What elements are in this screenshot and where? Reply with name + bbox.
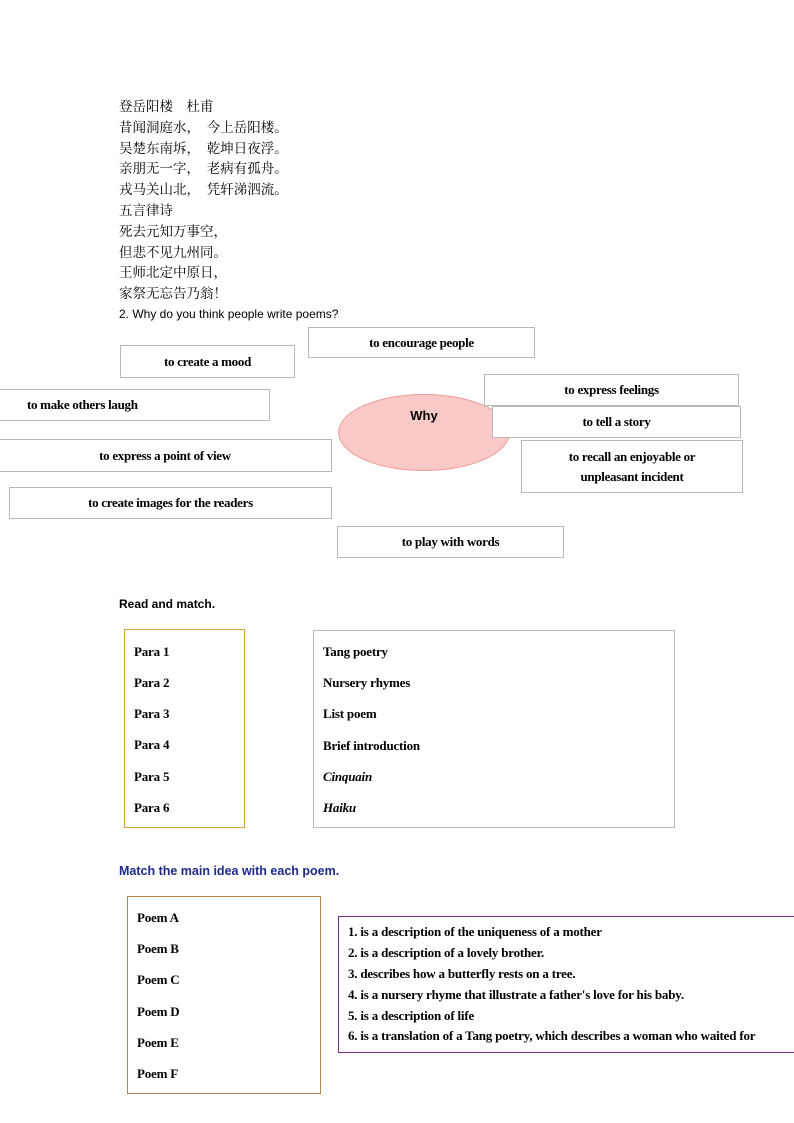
poem-item: Poem A: [137, 910, 179, 925]
main-idea-item: 4. is a nursery rhyme that illustrate a father's love for his baby.: [348, 987, 684, 1002]
poem-line: 五言律诗: [119, 202, 173, 219]
main-idea-heading: Match the main idea with each poem.: [119, 864, 340, 878]
poem-line: 但悲不见九州同。: [119, 244, 227, 261]
reason-encourage: to encourage people: [308, 327, 535, 358]
reason-mood: to create a mood: [120, 345, 295, 378]
reason-recall-line2: unpleasant incident: [580, 468, 684, 484]
poem-line: 家祭无忘告乃翁！: [119, 286, 227, 303]
poem-item: Poem C: [137, 972, 180, 987]
poem-item: Poem D: [137, 1004, 180, 1019]
question-2: 2. Why do you think people write poems?: [119, 307, 339, 321]
reason-feelings: to express feelings: [484, 374, 739, 406]
reason-words: to play with words: [337, 526, 564, 558]
poem-line: 王师北定中原日，: [119, 265, 227, 282]
main-idea-box: [338, 916, 794, 1053]
para-item: Para 4: [134, 737, 170, 752]
poem-list-box: [127, 896, 321, 1094]
para-item: Para 1: [134, 644, 170, 659]
reason-point-of-view: to express a point of view: [0, 439, 332, 472]
main-idea-item: 6. is a translation of a Tang poetry, which describes a woman who waited for: [348, 1028, 756, 1043]
para-list-box: [124, 629, 245, 828]
read-match-heading: Read and match.: [119, 597, 216, 611]
poem-line: 亲朋无一字， 老病有孤舟。: [119, 161, 288, 178]
reason-recall: [521, 440, 743, 493]
main-idea-item: 1. is a description of the uniqueness of a mother: [348, 924, 602, 939]
main-idea-item: 2. is a description of a lovely brother.: [348, 945, 545, 960]
poem-type-item: Cinquain: [323, 769, 372, 784]
why-label: Why: [410, 408, 438, 423]
poem-line: 登岳阳楼 杜甫: [119, 99, 214, 115]
poem-type-item: List poem: [323, 706, 377, 721]
poem-line: 死去元知万事空，: [119, 223, 227, 240]
poem-line: 吴楚东南坼， 乾坤日夜浮。: [119, 140, 288, 157]
poem-line: 戎马关山北， 凭轩涕泗流。: [119, 182, 288, 199]
poem-line: 昔闻洞庭水， 今上岳阳楼。: [119, 119, 288, 136]
poem-item: Poem F: [137, 1066, 179, 1081]
main-idea-item: 5. is a description of life: [348, 1008, 475, 1023]
main-idea-item: 3. describes how a butterfly rests on a tree.: [348, 966, 576, 981]
reason-laugh: to make others laugh: [0, 389, 270, 421]
poem-type-item: Haiku: [323, 800, 356, 815]
chinese-poem: [119, 97, 288, 305]
poem-type-item: Brief introduction: [323, 738, 420, 753]
para-item: Para 6: [134, 800, 170, 815]
poem-item: Poem B: [137, 941, 179, 956]
para-item: Para 3: [134, 706, 170, 721]
poem-type-box: [313, 630, 675, 828]
poem-type-item: Nursery rhymes: [323, 675, 411, 690]
reason-images: to create images for the readers: [9, 487, 332, 519]
para-item: Para 2: [134, 675, 170, 690]
reason-recall-line1: to recall an enjoyable or: [568, 448, 696, 464]
reason-story: to tell a story: [492, 406, 741, 438]
para-item: Para 5: [134, 769, 170, 784]
poem-item: Poem E: [137, 1035, 179, 1050]
poem-type-item: Tang poetry: [323, 644, 388, 659]
